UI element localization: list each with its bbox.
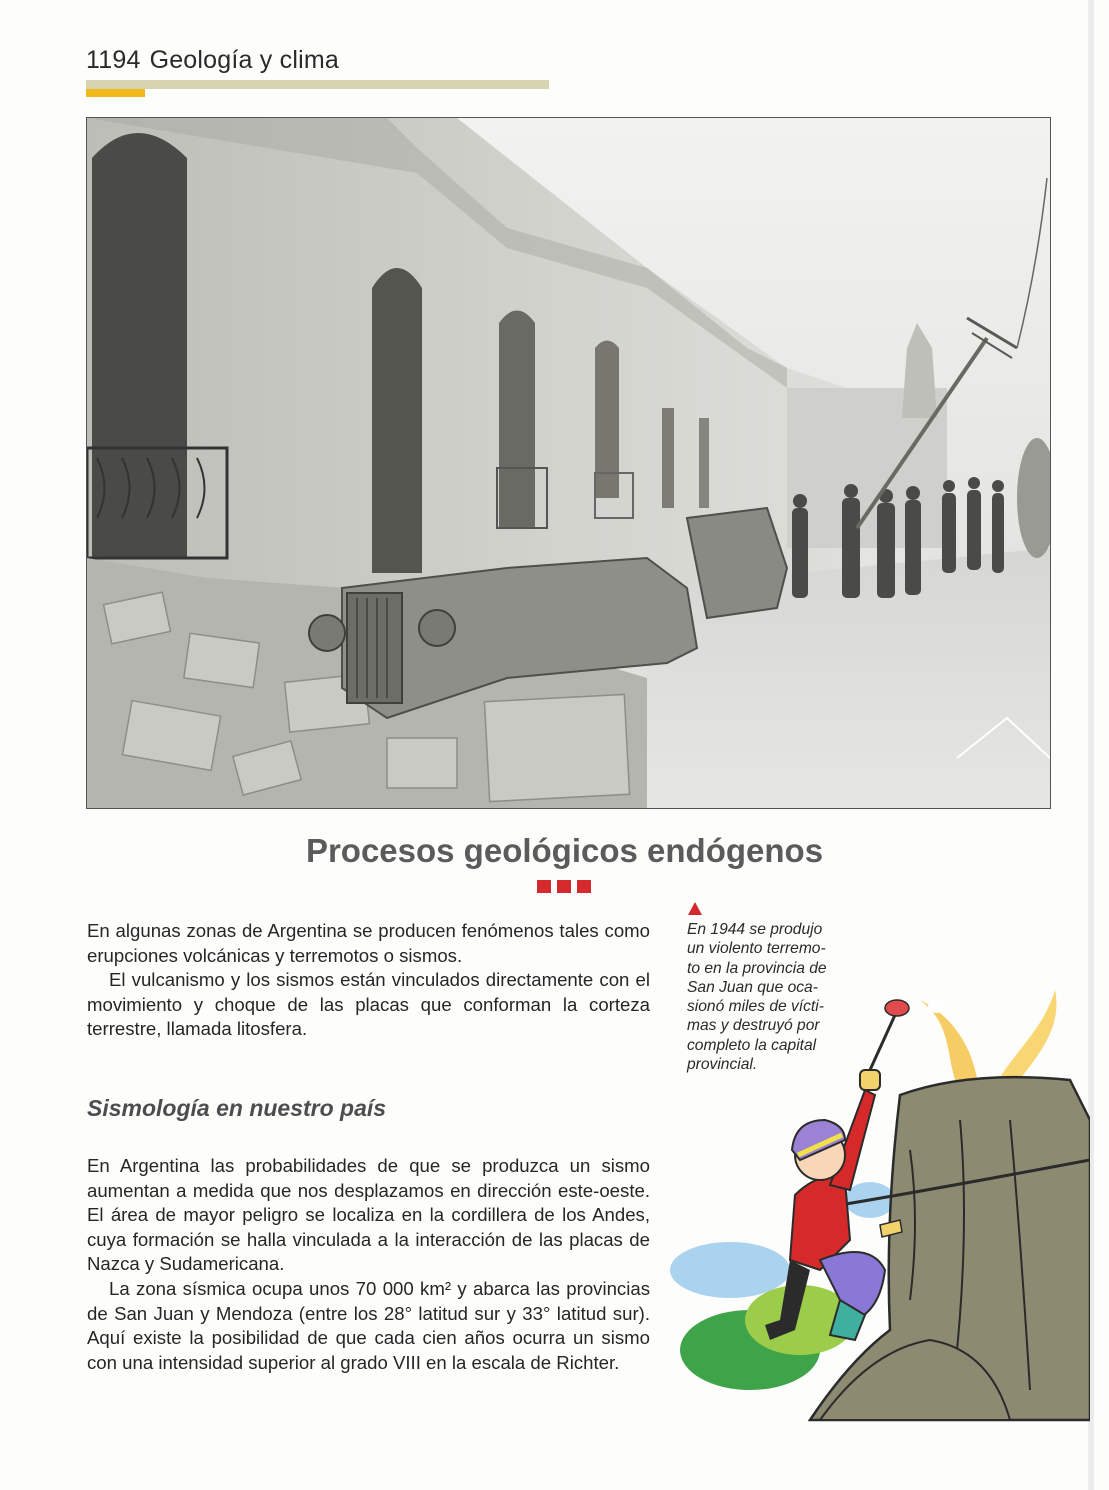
section-title: Procesos geológicos endógenos [305,832,824,869]
caption-line: sionó miles de vícti- [687,998,824,1016]
chapter-title: Geología y clima [149,46,339,74]
caption-line: mas y destruyó por [687,1017,820,1035]
red-square-icon [537,880,551,893]
red-square-icon [557,880,571,893]
header-rule [86,80,549,89]
subsection-text [87,1154,650,1375]
caption-line: un violento terremo- [687,940,826,958]
section-title-ornament [537,880,591,893]
earthquake-photo [86,117,1051,809]
caption-line: provincial. [687,1056,758,1074]
running-header [86,46,339,75]
paragraph: La zona sísmica ocupa unos 70 000 km² y abarca las provincias de San Juan y Mendoza (entre los 28° latitud sur y 33° latitud sur). Aquí existe la posibilidad de que cada cien años ocurra un sismo con una intensidad superior al grado VIII en la escala de Richter. [87,1277,650,1373]
intro-text [87,919,650,1042]
paragraph: El vulcanismo y los sismos están vinculados directamente con el movimiento y choque de las placas que conforman la corteza terrestre, llamada litosfera. [87,969,650,1040]
caption-line: En 1944 se produjo [687,921,823,938]
caption-line: San Juan que oca- [687,978,818,996]
volcano-climber-illustration [670,970,1090,1425]
paragraph: En algunas zonas de Argentina se producen fenómenos tales como erupciones volcánicas y terremotos o sismos. [87,920,650,966]
red-square-icon [577,880,591,893]
caption-line: completo la capital [687,1036,817,1054]
subsection-heading: Sismología en nuestro país [87,1095,387,1121]
page-number: 1194 [86,46,141,74]
caption-line: to en la provincia de [687,959,827,977]
paragraph: En Argentina las probabilidades de que se produzca un sismo aumentan a medida que nos desplazamos en dirección este-oeste. El área de mayor peligro se localiza en la cordillera de los Andes, cuya formación se halla vinculada a la interacción de las placas de Nazca y Sudamericana. [87,1155,650,1275]
caption-pointer-triangle-icon [688,902,702,915]
header-accent-bar [86,89,145,97]
